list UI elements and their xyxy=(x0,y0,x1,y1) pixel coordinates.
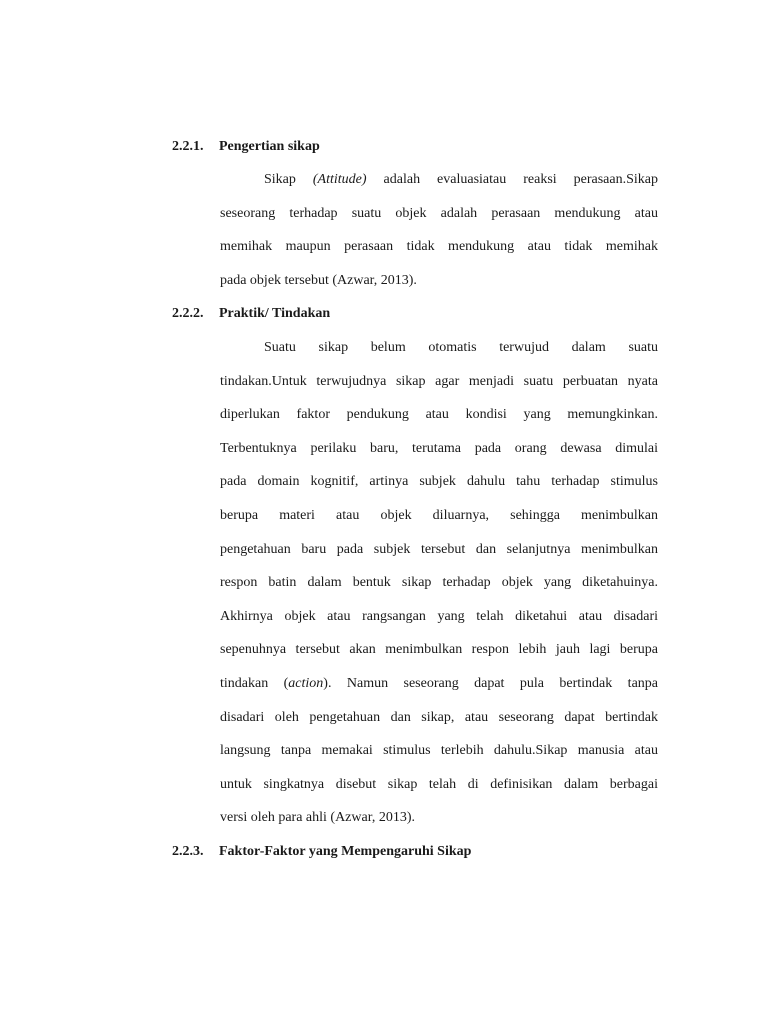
text-segment: tindakan.Untuk terwujudnya sikap agar menjadi suatu perbuatan nyata xyxy=(220,373,658,389)
paragraph-line xyxy=(220,533,658,567)
paragraph-line xyxy=(220,801,658,835)
paragraph-pengertian-sikap xyxy=(220,163,658,297)
paragraph-line xyxy=(220,163,658,197)
paragraph-line xyxy=(220,633,658,667)
paragraph-line xyxy=(220,230,658,264)
section-title: Pengertian sikap xyxy=(219,139,320,154)
section-number: 2.2.2. xyxy=(172,306,204,321)
text-segment: seseorang terhadap suatu objek adalah perasaan mendukung atau xyxy=(220,205,658,221)
paragraph-line xyxy=(220,398,658,432)
text-segment: diperlukan faktor pendukung atau kondisi yang memungkinkan. xyxy=(220,407,658,423)
text-segment: sepenuhnya tersebut akan menimbulkan respon lebih jauh lagi berupa xyxy=(220,642,658,658)
italic-term: (Attitude) xyxy=(312,172,367,187)
text-segment: adalah evaluasiatau reaksi perasaan.Sikap xyxy=(366,172,658,187)
paragraph-line xyxy=(220,331,658,365)
paragraph-line xyxy=(220,734,658,768)
text-segment: langsung tanpa memakai stimulus terlebih dahulu.Sikap manusia atau xyxy=(220,743,658,759)
text-segment: pada domain kognitif, artinya subjek dahulu tahu terhadap stimulus xyxy=(220,474,658,490)
text-segment: berupa materi atau objek diluarnya, sehingga menimbulkan xyxy=(220,507,658,523)
section-number: 2.2.1. xyxy=(172,139,204,154)
text-segment: tindakan ( xyxy=(220,675,289,691)
paragraph-line xyxy=(220,701,658,735)
paragraph-line xyxy=(220,432,658,466)
text-segment: Suatu sikap belum otomatis terwujud dalam suatu xyxy=(264,340,658,355)
text-segment: memihak maupun perasaan tidak mendukung atau tidak memihak xyxy=(220,239,658,255)
paragraph-line xyxy=(220,365,658,399)
paragraph-line xyxy=(220,566,658,600)
heading-2-2-1 xyxy=(172,138,320,156)
paragraph-line xyxy=(220,499,658,533)
text-segment: pengetahuan baru pada subjek tersebut dan selanjutnya menimbulkan xyxy=(220,541,658,557)
section-title: Praktik/ Tindakan xyxy=(219,306,331,321)
text-segment: Terbentuknya perilaku baru, terutama pada orang dewasa dimulai xyxy=(220,440,658,456)
text-segment: versi oleh para ahli (Azwar, 2013). xyxy=(220,810,415,826)
text-segment: ). Namun seseorang dapat pula bertindak tanpa xyxy=(323,675,658,691)
text-segment: respon batin dalam bentuk sikap terhadap objek yang diketahuinya. xyxy=(220,575,658,591)
section-title: Faktor-Faktor yang Mempengaruhi Sikap xyxy=(219,844,472,859)
heading-2-2-3 xyxy=(172,843,472,861)
paragraph-line xyxy=(220,667,658,701)
paragraph-line xyxy=(220,768,658,802)
paragraph-line xyxy=(220,264,658,298)
text-segment: Akhirnya objek atau rangsangan yang telah diketahui atau disadari xyxy=(220,608,658,624)
paragraph-praktik-tindakan xyxy=(220,331,658,835)
text-segment: disadari oleh pengetahuan dan sikap, atau seseorang dapat bertindak xyxy=(220,709,658,725)
italic-term: action xyxy=(288,675,324,691)
paragraph-line xyxy=(220,600,658,634)
text-segment: untuk singkatnya disebut sikap telah di definisikan dalam berbagai xyxy=(220,776,658,792)
heading-2-2-2 xyxy=(172,305,331,323)
paragraph-line xyxy=(220,465,658,499)
text-segment: Sikap xyxy=(264,172,313,187)
paragraph-line xyxy=(220,197,658,231)
text-segment: pada objek tersebut (Azwar, 2013). xyxy=(220,272,417,288)
section-number: 2.2.3. xyxy=(172,844,204,859)
